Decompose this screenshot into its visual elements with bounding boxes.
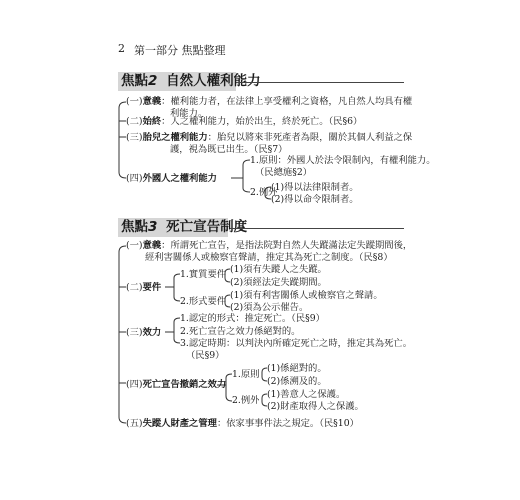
focus2-item-meaning-cont: 利能力。 (170, 108, 208, 119)
focus3-item-meaning: (一)意義：所謂死亡宣告，是指法院對自然人失蹤滿法定失蹤期間後， (126, 240, 413, 251)
page-number: 2 (118, 42, 125, 55)
req-substantive: 1.實質要件 (180, 269, 227, 280)
focus2-heading: 自然人權利能力 (166, 73, 261, 89)
effect-item-2: 2.死亡宣告之效力係絕對的。 (180, 326, 301, 337)
focus3-item-property: (五)失蹤人財產之管理：依家事事件法之規定。（民§10） (126, 418, 359, 429)
revocation-principle: 1.原則 (232, 369, 260, 380)
focus3-item-revocation: (四)死亡宣告撤銷之效力 (126, 379, 227, 390)
req-formal-2: (2)須為公示催告。 (230, 302, 309, 313)
focus3-number: 3 (148, 219, 158, 235)
foreigner-exception: 2.例外 (250, 187, 278, 198)
focus2-number: 2 (148, 73, 158, 89)
effect-item-1: 1.認定的形式：推定死亡。（民§9） (180, 313, 325, 324)
effect-item-3-ref: （民§9） (186, 350, 225, 361)
section-header: 第一部分 焦點整理 (134, 44, 226, 57)
focus2-label: 焦點 (121, 73, 148, 89)
revocation-exception-1: (1)善意人之保護。 (267, 389, 346, 400)
focus3-item-effect: (三)效力 (126, 327, 162, 338)
focus2-item-meaning: (一)意義：權利能力者，在法律上享受權利之資格，凡自然人均具有權 (126, 96, 413, 107)
foreigner-exception-2: (2)得以命令限制者。 (271, 194, 359, 205)
foreigner-exception-1: (1)得以法律限制者。 (271, 182, 359, 193)
req-formal-1: (1)須有利害關係人或檢察官之聲請。 (230, 290, 383, 301)
foreigner-principle: 1.原則：外國人於法令限制內，有權利能力。 (250, 155, 436, 166)
foreigner-principle-ref: （民總施§2） (255, 167, 313, 178)
focus3-label: 焦點 (121, 219, 148, 235)
effect-item-3: 3.認定時期：以判決內所確定死亡之時，推定其為死亡。 (180, 338, 412, 349)
revocation-exception-2: (2)財產取得人之保護。 (267, 401, 364, 412)
focus3-heading: 死亡宣告制度 (166, 219, 248, 235)
focus2-item-foreigner: (四)外國人之權利能力 (126, 173, 217, 184)
req-formal: 2.形式要件 (180, 296, 227, 307)
req-substantive-1: (1)須有失蹤人之失蹤。 (230, 264, 327, 275)
focus2-item-start-end: (二)始終：人之權利能力，始於出生，終於死亡。（民§6） (126, 116, 363, 127)
focus2-item-fetus-cont: 護，視為既已出生。（民§7） (170, 144, 288, 155)
req-substantive-2: (2)須經法定失蹤期間。 (230, 277, 327, 288)
revocation-exception: 2.例外 (232, 395, 260, 406)
revocation-principle-1: (1)係絕對的。 (267, 363, 327, 374)
focus3-item-meaning-cont: 經利害關係人或檢察官聲請，推定其為死亡之制度。（民§8） (145, 252, 393, 263)
focus2-item-fetus: (三)胎兒之權利能力：胎兒以將來非死產者為限，關於其個人利益之保 (126, 132, 413, 143)
revocation-principle-2: (2)係溯及的。 (267, 376, 327, 387)
focus3-item-requirements: (二)要件 (126, 282, 162, 293)
